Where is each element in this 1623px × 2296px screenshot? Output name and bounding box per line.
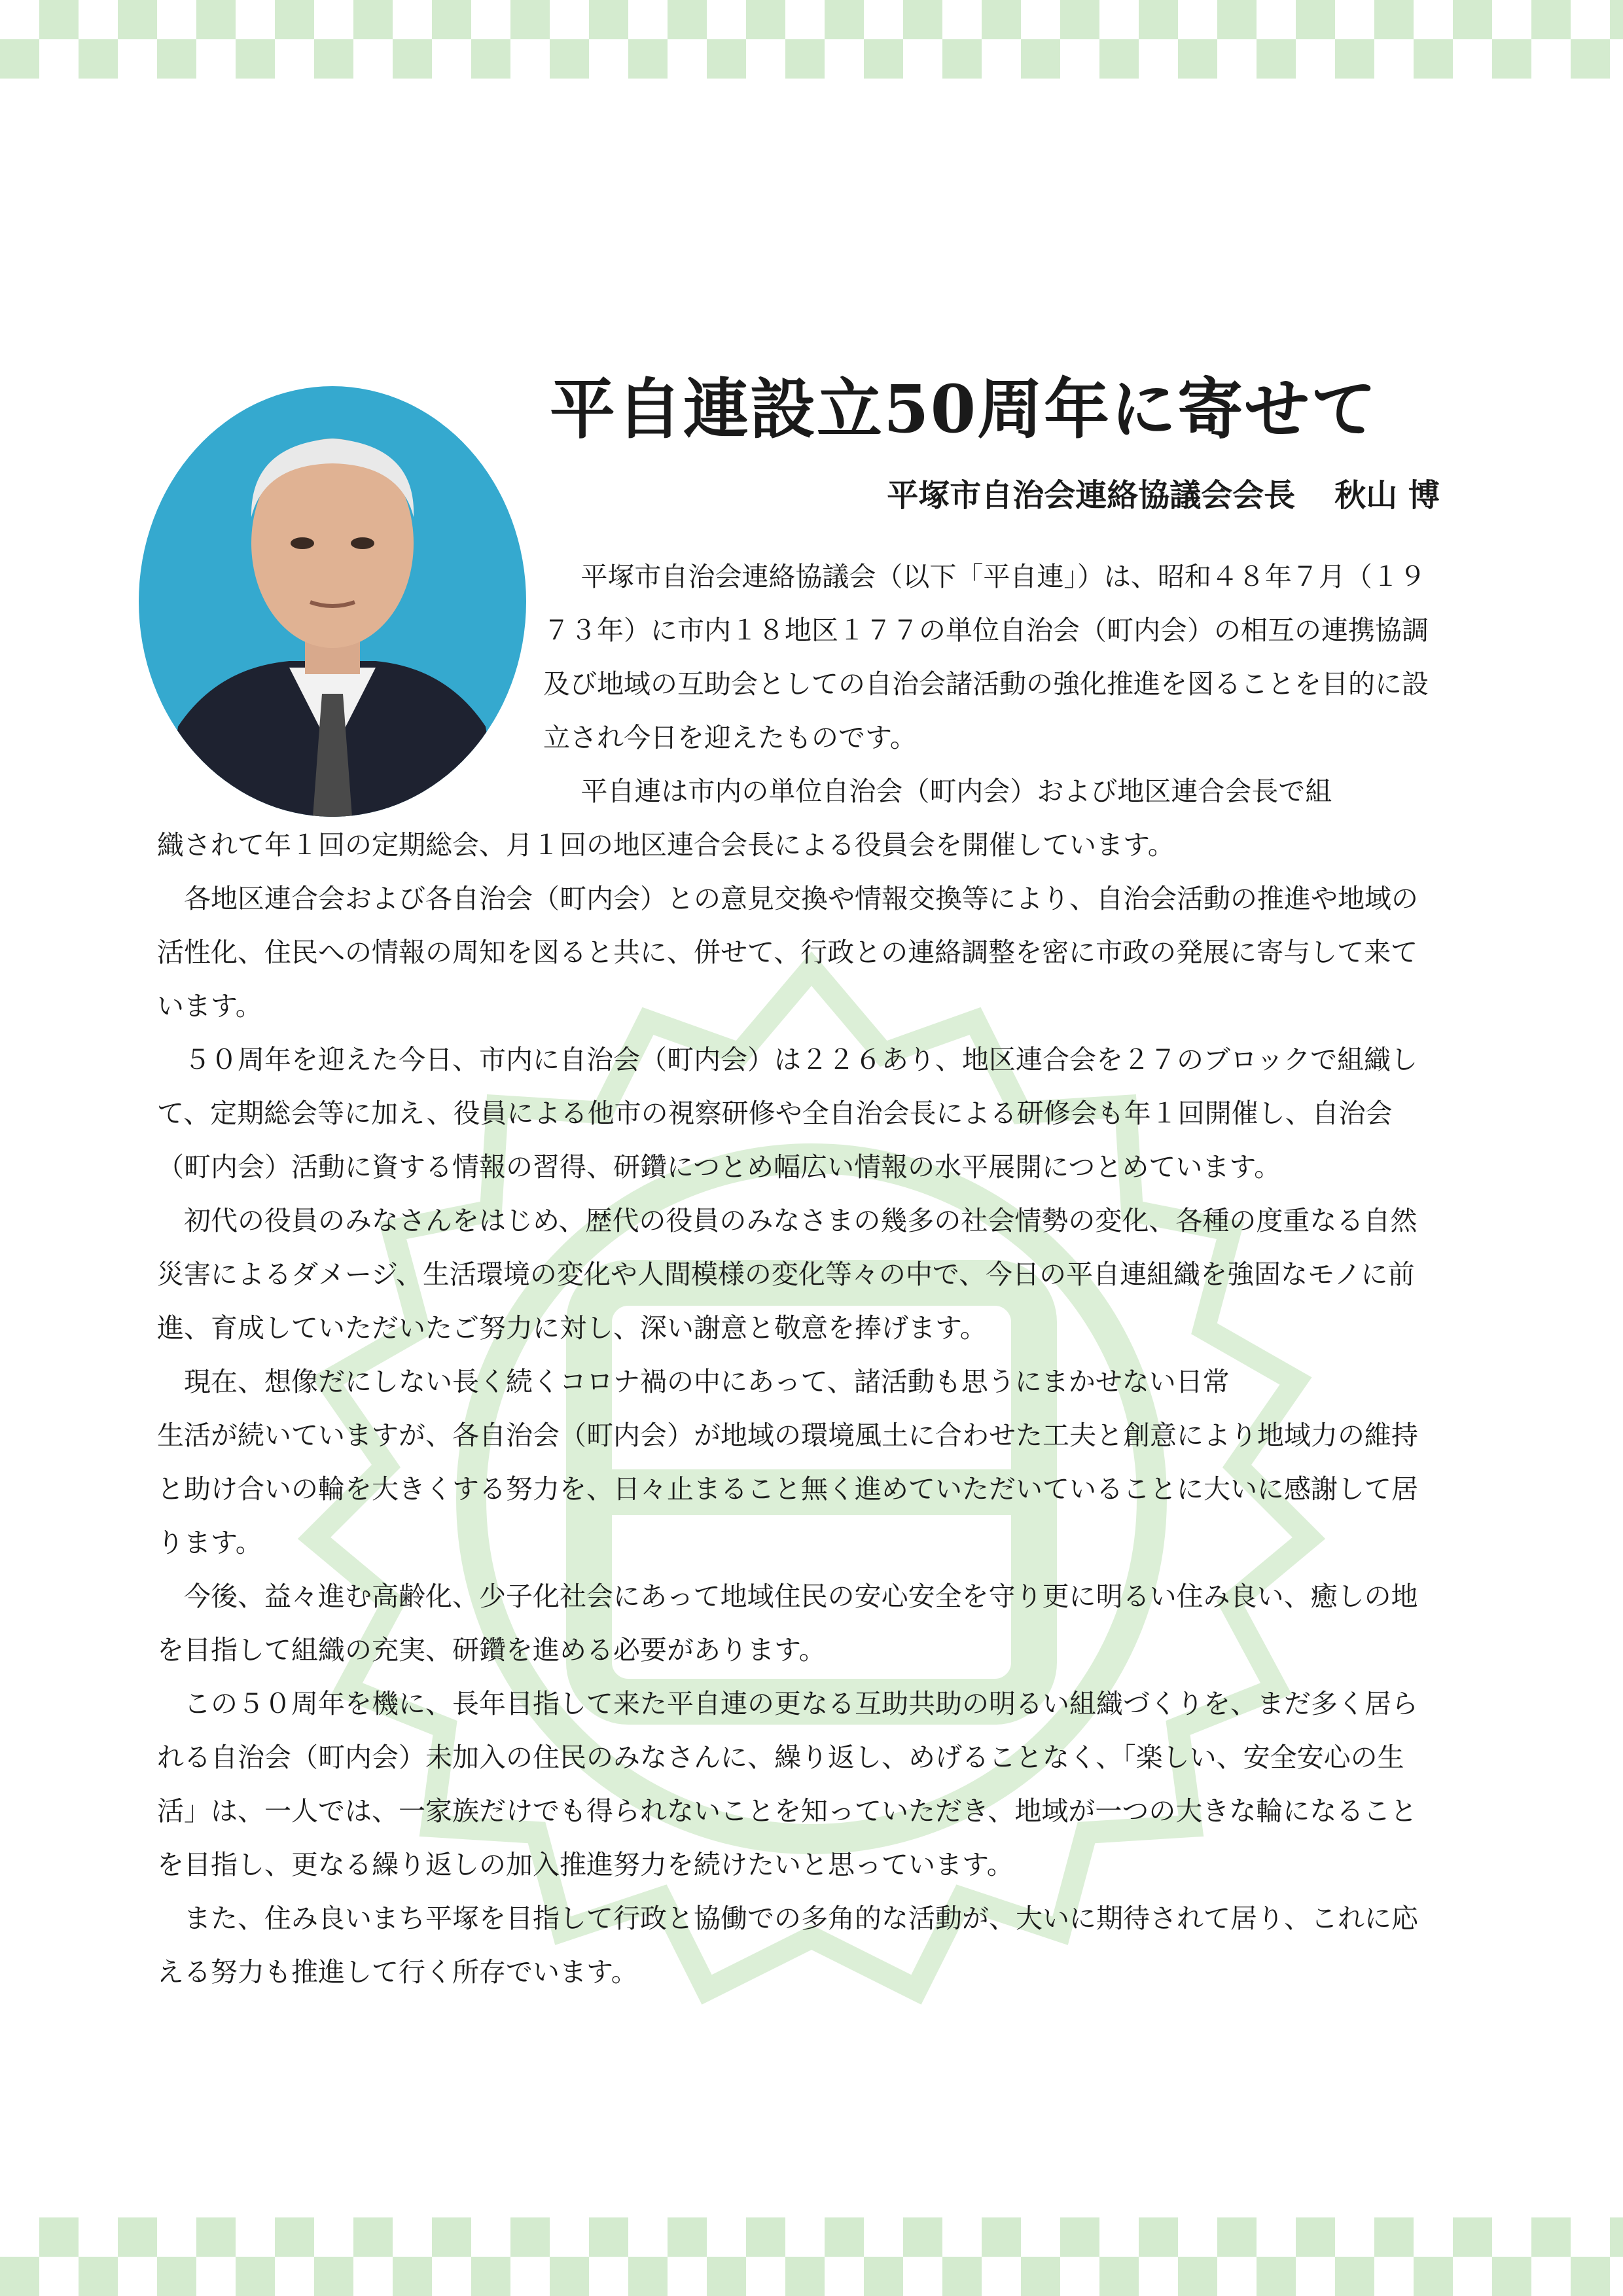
author-position: 平塚市自治会連絡協議会会長: [887, 477, 1296, 514]
paragraph: また、住み良いまち平塚を目指して行政と協働での多角的な活動が、大いに期待されて居り、これに応える努力も推進して行く所存でいます。: [157, 1903, 1418, 1988]
page-title: 平自連設立50周年に寄せて: [550, 370, 1378, 448]
top-checker-border: [0, 0, 1623, 79]
author-byline: [887, 473, 1440, 518]
paragraph: 初代の役員のみなさんをはじめ、歴代の役員のみなさまの幾多の社会情勢の変化、各種の度重なる自然災害によるダメージ、生活環境の変化や人間模様の変化等々の中で、今日の平自連組織を強固なモノに前進、育成していただいたご努力に対し、深い謝意と敬意を捧げます。: [157, 1205, 1418, 1344]
author-name: 秋山 博: [1334, 477, 1440, 514]
paragraph: 現在、想像だにしない長く続くコロナ禍の中にあって、諸活動も思うにまかせない日常: [184, 1366, 1230, 1397]
paragraph: 各地区連合会および各自治会（町内会）との意見交換や情報交換等により、自治会活動の推進や地域の活性化、住民への情報の周知を図ると共に、併せて、行政との連絡調整を密に市政の発展に寄与して来ています。: [157, 883, 1418, 1022]
paragraph: 生活が続いていますが、各自治会（町内会）が地域の環境風土に合わせた工夫と創意により地域力の維持と助け合いの輪を大きくする努力を、日々止まること無く進めていただいていることに大いに感謝して居ります。: [157, 1420, 1418, 1558]
paragraph: 平自連は市内の単位自治会（町内会）および地区連合会長で組: [580, 776, 1332, 807]
bottom-checker-border: [0, 2217, 1623, 2296]
paragraph: ５０周年を迎えた今日、市内に自治会（町内会）は２２６あり、地区連合会を２７のブロックで組織して、定期総会等に加え、役員による他市の視察研修や全自治会長による研修会も年１回開催し、自治会（町内会）活動に資する情報の習得、研鑽につとめ幅広い情報の水平展開につとめています。: [157, 1044, 1418, 1183]
paragraph: この５０周年を機に、長年目指して来た平自連の更なる互助共助の明るい組織づくりを、まだ多く居られる自治会（町内会）未加入の住民のみなさんに、繰り返し、めげることなく、「楽しい、安全安心の生活」は、一人では、一家族だけでも得られないことを知っていただき、地域が一つの大きな輪になることを目指し、更なる繰り返しの加入推進努力を続けたいと思っています。: [157, 1688, 1418, 1880]
message-body: [157, 550, 1440, 1999]
paragraph: 織されて年１回の定期総会、月１回の地区連合会長による役員会を開催しています。: [157, 829, 1175, 861]
paragraph: 平塚市自治会連絡協議会（以下「平自連」）は、昭和４８年７月（１９７３年）に市内１８地区１７７の単位自治会（町内会）の相互の連携協調及び地域の互助会としての自治会諸活動の強化推進を図ることを目的に設立され今日を迎えたものです。: [543, 561, 1429, 753]
paragraph: 今後、益々進む高齢化、少子化社会にあって地域住民の安心安全を守り更に明るい住み良い、癒しの地を目指して組織の充実、研鑽を進める必要があります。: [157, 1581, 1418, 1666]
